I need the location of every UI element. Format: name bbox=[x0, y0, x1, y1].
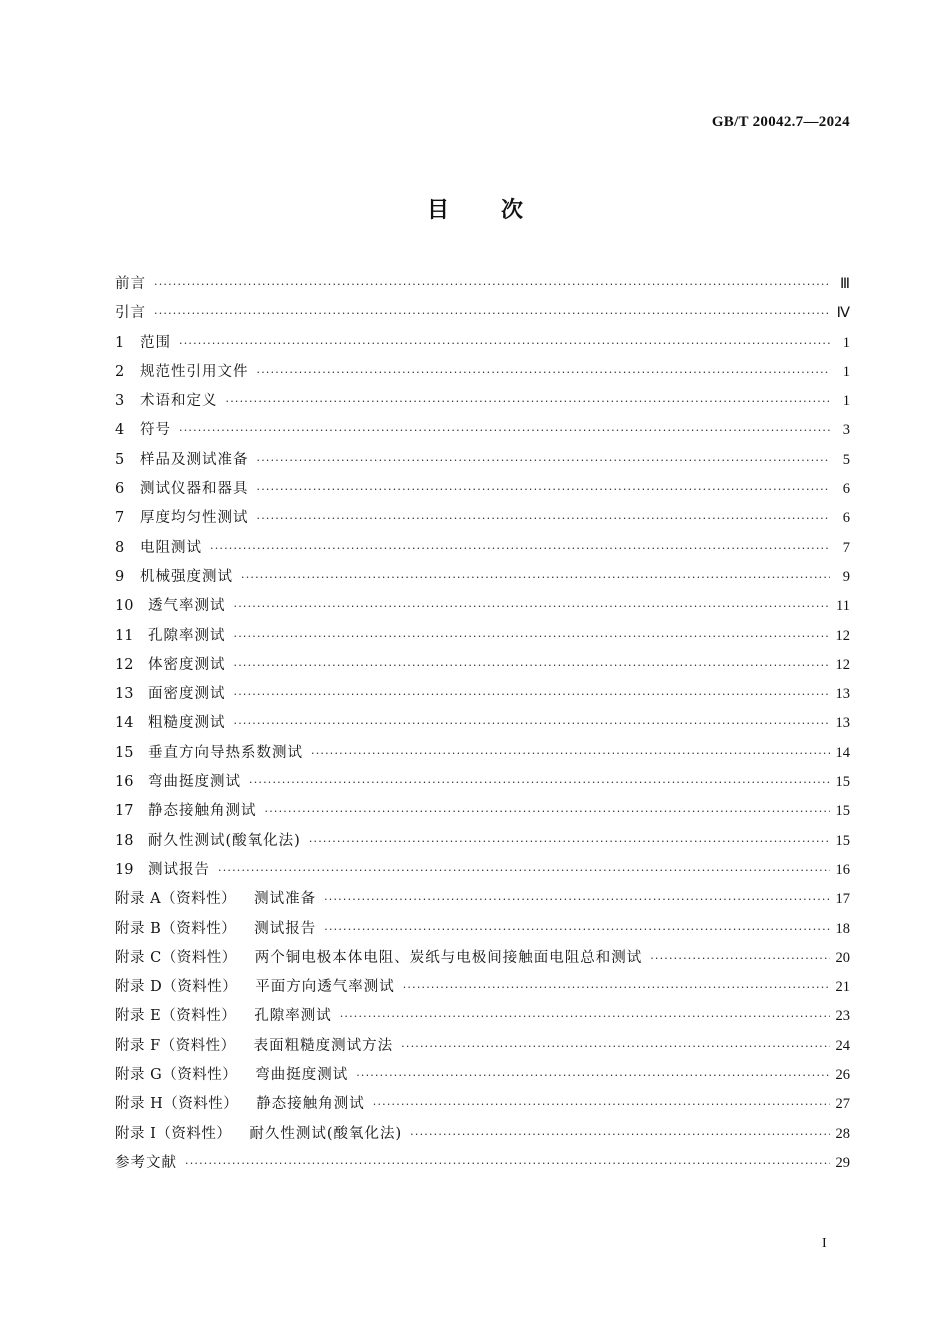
toc-entry-number: 17 bbox=[115, 803, 134, 820]
toc-entry-page: 1 bbox=[842, 393, 850, 410]
toc-leader-dots bbox=[241, 563, 830, 592]
toc-entry-page: 21 bbox=[835, 979, 850, 996]
toc-entry-label: 透气率测试 bbox=[148, 598, 226, 615]
toc-entry-page: 6 bbox=[842, 510, 850, 527]
toc-leader-dots bbox=[401, 1032, 829, 1061]
toc-entry-number: 9 bbox=[115, 568, 125, 585]
toc-entry-number: 13 bbox=[115, 686, 134, 703]
toc-entry-label: 弯曲挺度测试 bbox=[148, 774, 241, 791]
toc-leader-dots bbox=[154, 270, 830, 299]
toc-leader-dots bbox=[179, 329, 830, 358]
toc-entry[interactable] bbox=[115, 592, 850, 621]
toc-leader-dots bbox=[309, 827, 830, 856]
toc-entry-label: 参考文献 bbox=[115, 1154, 177, 1171]
toc-entry-number: 12 bbox=[115, 656, 134, 673]
toc-entry[interactable] bbox=[115, 1149, 850, 1178]
toc-entry-label: 术语和定义 bbox=[140, 393, 218, 410]
toc-entry-annex: 附录 I（资料性） bbox=[115, 1125, 232, 1142]
toc-entry-annex: 附录 C（资料性） bbox=[115, 949, 237, 966]
toc-entry-label: 粗糙度测试 bbox=[148, 715, 226, 732]
toc-title-part1: 目 bbox=[426, 198, 449, 223]
toc-entry-label: 测试报告 bbox=[254, 920, 317, 937]
toc-entry-page: 12 bbox=[835, 656, 850, 673]
toc-entry[interactable] bbox=[115, 915, 850, 944]
toc-entry[interactable] bbox=[115, 1032, 850, 1061]
toc-entry-page: 17 bbox=[835, 891, 850, 908]
page-number: I bbox=[822, 1236, 827, 1251]
toc-entry-label: 表面粗糙度测试方法 bbox=[253, 1037, 394, 1054]
toc-entry-page: Ⅳ bbox=[836, 305, 850, 322]
toc-entry-page: 11 bbox=[836, 598, 850, 615]
toc-entry-label: 测试准备 bbox=[254, 891, 317, 908]
toc-leader-dots bbox=[340, 1002, 830, 1031]
toc-entry-page: 1 bbox=[842, 363, 850, 380]
toc-entry-label: 前言 bbox=[115, 276, 146, 292]
toc-entry[interactable] bbox=[115, 1061, 850, 1090]
toc-entry-label: 弯曲挺度测试 bbox=[255, 1067, 349, 1084]
toc-title-part2: 次 bbox=[501, 198, 524, 223]
toc-entry-annex: 附录 B（资料性） bbox=[115, 920, 237, 937]
toc-entry-number: 11 bbox=[115, 627, 134, 644]
toc-leader-dots bbox=[373, 1090, 830, 1119]
toc-entry-page: 24 bbox=[835, 1037, 850, 1054]
toc-leader-dots bbox=[257, 446, 831, 475]
toc-entry-annex: 附录 E（资料性） bbox=[115, 1008, 237, 1025]
toc-leader-dots bbox=[265, 797, 830, 826]
toc-entry[interactable] bbox=[115, 1002, 850, 1031]
toc-entry-label: 孔隙率测试 bbox=[148, 627, 226, 644]
toc-leader-dots bbox=[403, 973, 830, 1002]
toc-leader-dots bbox=[249, 768, 830, 797]
toc-entry-number: 3 bbox=[115, 393, 125, 410]
toc-entry[interactable] bbox=[115, 973, 850, 1002]
toc-entry[interactable] bbox=[115, 739, 850, 768]
toc-entry-label: 符号 bbox=[140, 422, 171, 439]
toc-entry[interactable] bbox=[115, 709, 850, 738]
toc-entry[interactable] bbox=[115, 885, 850, 914]
standard-number: GB/T 20042.7—2024 bbox=[711, 114, 850, 130]
toc-entry[interactable] bbox=[115, 1090, 850, 1119]
toc-leader-dots bbox=[218, 856, 830, 885]
toc-entry-label: 垂直方向导热系数测试 bbox=[148, 744, 303, 761]
toc-leader-dots bbox=[234, 622, 830, 651]
toc-entry-page: 6 bbox=[842, 481, 850, 498]
toc-entry[interactable] bbox=[115, 563, 850, 592]
toc-entry-number: 19 bbox=[115, 861, 134, 878]
toc-entry-page: 1 bbox=[842, 334, 850, 351]
toc-leader-dots bbox=[234, 709, 830, 738]
toc-entry[interactable] bbox=[115, 680, 850, 709]
toc-entry-number: 7 bbox=[115, 510, 125, 527]
toc-entry[interactable] bbox=[115, 1120, 850, 1149]
toc-leader-dots bbox=[650, 944, 829, 973]
toc-leader-dots bbox=[154, 299, 830, 328]
toc-entry[interactable] bbox=[115, 270, 850, 299]
toc-entry[interactable] bbox=[115, 944, 850, 973]
toc-entry-number: 16 bbox=[115, 774, 134, 791]
toc-entry-label: 范围 bbox=[140, 334, 171, 351]
toc-entry-number: 5 bbox=[115, 451, 125, 468]
toc-entry[interactable] bbox=[115, 622, 850, 651]
toc-leader-dots bbox=[257, 504, 831, 533]
toc-leader-dots bbox=[324, 915, 829, 944]
toc-entry-page: 20 bbox=[835, 949, 850, 966]
toc-entry-label: 面密度测试 bbox=[148, 686, 226, 703]
toc-entry-number: 6 bbox=[115, 481, 125, 498]
toc-entry-page: 27 bbox=[835, 1096, 850, 1113]
toc-entry-number: 8 bbox=[115, 539, 125, 556]
toc-entry-label: 测试仪器和器具 bbox=[140, 481, 249, 498]
toc-entry-page: 18 bbox=[835, 920, 850, 937]
toc-entry[interactable] bbox=[115, 475, 850, 504]
toc-entry[interactable] bbox=[115, 856, 850, 885]
toc-entry-annex: 附录 A（资料性） bbox=[115, 891, 237, 908]
toc-entry-label: 耐久性测试(酸氧化法) bbox=[148, 832, 301, 849]
toc-entry-page: 3 bbox=[842, 422, 850, 439]
toc-entry-page: 29 bbox=[835, 1154, 850, 1171]
toc-entry-page: 26 bbox=[835, 1067, 850, 1084]
toc-entry-label: 静态接触角测试 bbox=[256, 1096, 365, 1113]
toc-entry-page: 23 bbox=[835, 1008, 850, 1025]
toc-title bbox=[0, 193, 950, 224]
toc-leader-dots bbox=[257, 475, 831, 504]
toc-entry-page: 28 bbox=[835, 1125, 850, 1142]
toc-entry[interactable] bbox=[115, 358, 850, 387]
toc-entry-label: 体密度测试 bbox=[148, 656, 226, 673]
toc-leader-dots bbox=[257, 358, 831, 387]
toc-leader-dots bbox=[234, 651, 830, 680]
toc-leader-dots bbox=[234, 592, 831, 621]
toc-entry[interactable] bbox=[115, 329, 850, 358]
toc-entry-label: 机械强度测试 bbox=[140, 568, 233, 585]
toc-list bbox=[115, 270, 850, 1178]
toc-leader-dots bbox=[226, 387, 831, 416]
toc-entry[interactable] bbox=[115, 446, 850, 475]
toc-entry-label: 规范性引用文件 bbox=[140, 363, 249, 380]
toc-entry-number: 1 bbox=[115, 334, 125, 351]
toc-entry[interactable] bbox=[115, 534, 850, 563]
toc-entry[interactable] bbox=[115, 797, 850, 826]
toc-entry-annex: 附录 D（资料性） bbox=[115, 979, 238, 996]
toc-entry-label: 厚度均匀性测试 bbox=[140, 510, 249, 527]
toc-leader-dots bbox=[234, 680, 830, 709]
toc-entry-label: 耐久性测试(酸氧化法) bbox=[249, 1125, 403, 1142]
toc-entry[interactable] bbox=[115, 827, 850, 856]
toc-leader-dots bbox=[185, 1149, 830, 1178]
toc-entry[interactable] bbox=[115, 387, 850, 416]
toc-entry[interactable] bbox=[115, 768, 850, 797]
toc-entry[interactable] bbox=[115, 416, 850, 445]
toc-entry-annex: 附录 F（资料性） bbox=[115, 1037, 236, 1054]
toc-entry[interactable] bbox=[115, 651, 850, 680]
toc-entry[interactable] bbox=[115, 299, 850, 328]
toc-leader-dots bbox=[356, 1061, 829, 1090]
toc-entry-annex: 附录 G（资料性） bbox=[115, 1067, 238, 1084]
toc-entry-label: 测试报告 bbox=[148, 861, 210, 878]
toc-entry-number: 18 bbox=[115, 832, 134, 849]
toc-entry-page: 16 bbox=[835, 861, 850, 878]
toc-entry-number: 2 bbox=[115, 363, 125, 380]
toc-entry-label: 平面方向透气率测试 bbox=[255, 979, 395, 996]
toc-entry-number: 15 bbox=[115, 744, 134, 761]
toc-entry-page: Ⅲ bbox=[840, 276, 850, 292]
toc-entry-number: 4 bbox=[115, 422, 125, 439]
toc-entry-page: 7 bbox=[842, 539, 850, 556]
toc-leader-dots bbox=[324, 885, 829, 914]
toc-entry-label: 引言 bbox=[115, 305, 146, 322]
toc-leader-dots bbox=[311, 739, 830, 768]
toc-entry-page: 15 bbox=[835, 774, 850, 791]
toc-entry-page: 9 bbox=[842, 568, 850, 585]
toc-entry-number: 14 bbox=[115, 715, 134, 732]
toc-leader-dots bbox=[179, 416, 830, 445]
toc-entry-label: 样品及测试准备 bbox=[140, 451, 249, 468]
toc-entry-label: 静态接触角测试 bbox=[148, 803, 257, 820]
toc-entry-label: 电阻测试 bbox=[140, 539, 202, 556]
toc-entry-page: 14 bbox=[835, 744, 850, 761]
toc-leader-dots bbox=[210, 534, 830, 563]
toc-entry-label: 孔隙率测试 bbox=[254, 1008, 332, 1025]
toc-leader-dots bbox=[410, 1120, 829, 1149]
toc-entry-page: 15 bbox=[835, 832, 850, 849]
toc-entry-page: 15 bbox=[835, 803, 850, 820]
toc-entry-label: 两个铜电极本体电阻、炭纸与电极间接触面电阻总和测试 bbox=[254, 949, 643, 966]
toc-entry-page: 5 bbox=[842, 451, 850, 468]
toc-entry-page: 13 bbox=[835, 715, 850, 732]
toc-entry[interactable] bbox=[115, 504, 850, 533]
toc-entry-page: 13 bbox=[835, 686, 850, 703]
toc-entry-page: 12 bbox=[835, 627, 850, 644]
toc-entry-number: 10 bbox=[115, 598, 134, 615]
toc-entry-annex: 附录 H（资料性） bbox=[115, 1096, 239, 1113]
